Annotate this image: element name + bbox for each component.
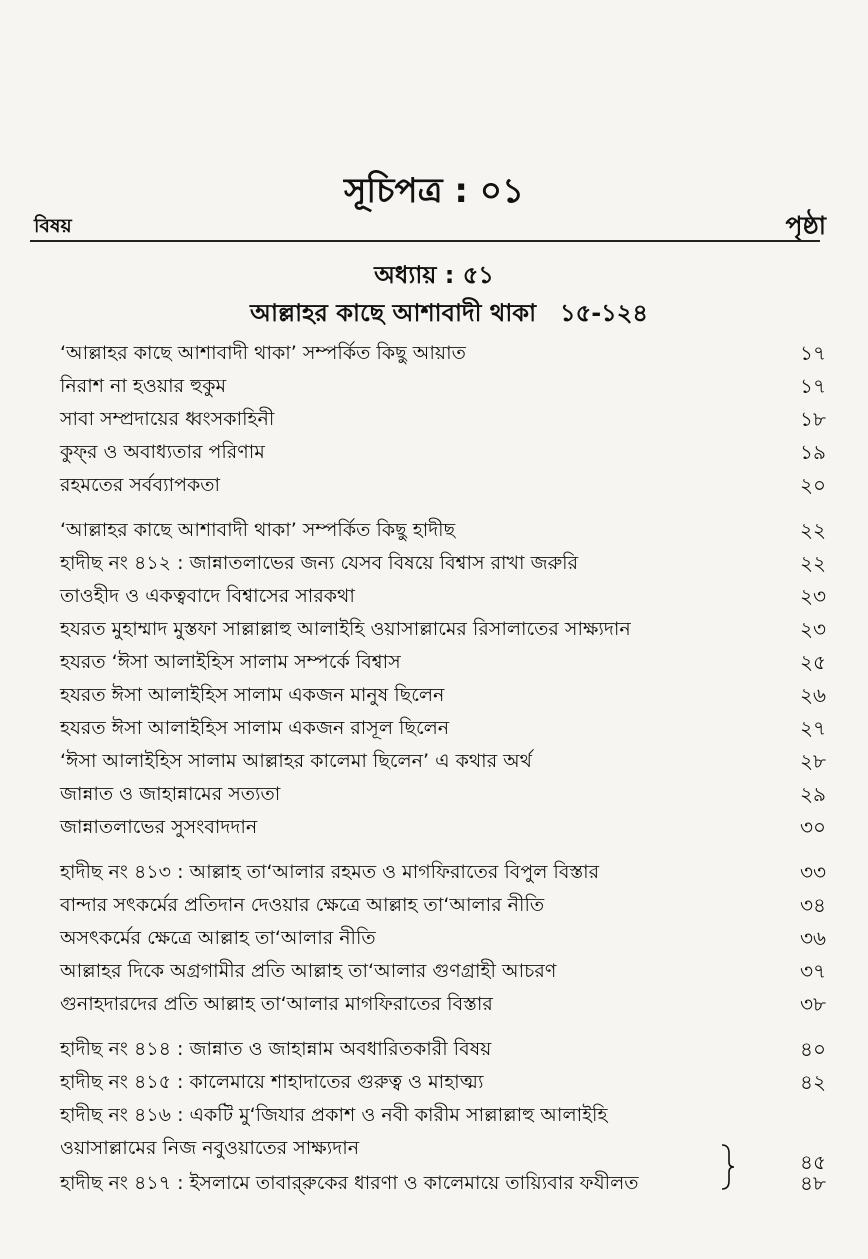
toc-entry-title: রহমতের সর্বব্যাপকতা bbox=[60, 474, 221, 496]
toc-entry bbox=[60, 646, 826, 678]
toc-entry bbox=[60, 778, 826, 810]
toc-entry-page: ১৮ bbox=[800, 407, 826, 431]
toc-entry-page: ২২ bbox=[799, 551, 826, 575]
toc-entry-title: হযরত ঈসা আলাইহিস সালাম একজন রাসূল ছিলেন bbox=[60, 717, 450, 739]
toc-entry-page: ৪২ bbox=[800, 1070, 826, 1094]
toc-entry-title: হাদীছ নং ৪১৬ : একটি মু‘জিযার প্রকাশ ও নবী কারীম সাল্লাল্লাহু আলাইহি bbox=[60, 1104, 608, 1126]
toc-entry-page: ১৭ bbox=[800, 374, 826, 398]
toc-entry bbox=[60, 613, 826, 645]
toc-entry-page: ৩৬ bbox=[799, 926, 826, 950]
toc-entry bbox=[60, 922, 826, 954]
toc-entry bbox=[60, 580, 826, 612]
toc-entry-page: ২৯ bbox=[800, 782, 826, 806]
page-title: সূচিপত্র : ০১ bbox=[343, 171, 525, 211]
toc-entry-page: ২৩ bbox=[799, 584, 826, 608]
toc-entry bbox=[60, 436, 826, 468]
toc-entry bbox=[60, 712, 826, 744]
toc-entry-title: হাদীছ নং ৪১৩ : আল্লাহ তা‘আলার রহমত ও মাগফিরাতের বিপুল বিস্তার bbox=[60, 861, 600, 883]
toc-entry-page: ৩৮ bbox=[800, 992, 826, 1016]
toc-entry-title: কুফ্‌র ও অবাধ্যতার পরিণাম bbox=[60, 441, 265, 463]
toc-entry-title: তাওহীদ ও একত্ববাদে বিশ্বাসের সারকথা bbox=[60, 585, 355, 607]
toc-entry-page: ২৫ bbox=[800, 650, 826, 674]
toc-entry-title: হযরত ‘ঈসা আলাইহিস সালাম সম্পর্কে বিশ্বাস bbox=[60, 651, 401, 673]
toc-entry bbox=[60, 514, 826, 546]
toc-entry-page: ৪৫ bbox=[800, 1150, 826, 1174]
toc-entry bbox=[60, 1033, 826, 1065]
toc-entry-page: ১৭ bbox=[800, 341, 826, 365]
toc-entry bbox=[60, 547, 826, 579]
toc-entry-page: ২৮ bbox=[800, 749, 826, 773]
chapter-title: আল্লাহর কাছে আশাবাদী থাকা bbox=[250, 299, 537, 327]
toc-entry bbox=[60, 745, 826, 777]
column-header-page: পৃষ্ঠা bbox=[785, 211, 826, 240]
toc-entry-page: ৩৭ bbox=[799, 959, 826, 983]
toc-entry-title: হাদীছ নং ৪১৪ : জান্নাত ও জাহান্নাম অবধারিতকারী বিষয় bbox=[60, 1038, 492, 1060]
chapter-page-range: ১৫-১২৪ bbox=[560, 299, 648, 327]
toc-entry bbox=[60, 889, 826, 921]
toc-entry-title: আল্লাহর দিকে অগ্রগামীর প্রতি আল্লাহ তা‘আলার গুণগ্রাহী আচরণ bbox=[60, 960, 557, 982]
toc-entry bbox=[60, 1066, 826, 1098]
toc-entry-page: ২৭ bbox=[799, 716, 826, 740]
toc-entry bbox=[60, 988, 826, 1020]
toc-entry bbox=[60, 1167, 826, 1199]
toc-entry-title: গুনাহদারদের প্রতি আল্লাহ তা‘আলার মাগফিরাতের বিস্তার bbox=[60, 993, 493, 1015]
toc-entry-title: বান্দার সৎকর্মের প্রতিদান দেওয়ার ক্ষেত্রে আল্লাহ তা‘আলার নীতি bbox=[60, 894, 545, 916]
toc-entry-title: হযরত ঈসা আলাইহিস সালাম একজন মানুষ ছিলেন bbox=[60, 684, 445, 706]
toc-entry bbox=[60, 811, 826, 843]
toc-entry bbox=[60, 955, 826, 987]
column-header-subject: বিষয় bbox=[34, 215, 72, 237]
toc-entry-page: ১৯ bbox=[800, 440, 826, 464]
toc-entry-title: জান্নাত ও জাহান্নামের সত্যতা bbox=[60, 783, 281, 805]
toc-entry-title: হাদীছ নং ৪১২ : জান্নাতলাভের জন্য যেসব বিষয়ে বিশ্বাস রাখা জরুরি bbox=[60, 552, 579, 574]
toc-entry bbox=[60, 337, 826, 369]
toc-entry-page: ৩৩ bbox=[799, 860, 826, 884]
toc-entry-title: জান্নাতলাভের সুসংবাদদান bbox=[60, 816, 258, 838]
toc-entry-page: ২০ bbox=[799, 473, 826, 497]
toc-entry bbox=[60, 370, 826, 402]
toc-entry-title: হাদীছ নং ৪১৫ : কালেমায়ে শাহাদাতের গুরুত্ব ও মাহাত্ম্য bbox=[60, 1071, 484, 1093]
toc-entry-page: ৪০ bbox=[800, 1037, 826, 1061]
toc-entry bbox=[60, 856, 826, 888]
toc-entry bbox=[60, 1099, 826, 1131]
toc-entry-page: ২২ bbox=[799, 518, 826, 542]
toc-entry-title: ওয়াসাল্লামের নিজ নবুওয়াতের সাক্ষ্যদান bbox=[60, 1137, 360, 1159]
toc-entry-title: নিরাশ না হওয়ার হুকুম bbox=[60, 375, 227, 397]
toc-entry-title: হাদীছ নং ৪১৭ : ইসলামে তাবার্‌রুকের ধারণা ও কালেমায়ে তায়্যিবার ফযীলত bbox=[60, 1172, 639, 1194]
toc-entry-title: সাবা সম্প্রদায়ের ধ্বংসকাহিনী bbox=[60, 408, 275, 430]
toc-entry-page: ৩৪ bbox=[800, 893, 826, 917]
chapter-label: অধ্যায় : ৫১ bbox=[374, 261, 494, 289]
entry-brace bbox=[720, 1143, 736, 1191]
toc-entry-title: অসৎকর্মের ক্ষেত্রে আল্লাহ তা‘আলার নীতি bbox=[60, 927, 376, 949]
toc-entry bbox=[60, 469, 826, 501]
toc-entry-title: হযরত মুহাম্মাদ মুস্তফা সাল্লাল্লাহু আলাইহি ওয়াসাল্লামের রিসালাতের সাক্ষ্যদান bbox=[60, 618, 631, 640]
toc-entry-page: ৪৮ bbox=[800, 1171, 826, 1195]
toc-entry-title: ‘আল্লাহর কাছে আশাবাদী থাকা’ সম্পর্কিত কিছু হাদীছ bbox=[60, 519, 456, 541]
toc-entry-title: ‘ঈসা আলাইহিস সালাম আল্লাহর কালেমা ছিলেন’ এ কথার অর্থ bbox=[60, 750, 532, 772]
toc-entry-page: ২৬ bbox=[799, 683, 826, 707]
toc-entry-page: ৩০ bbox=[799, 815, 826, 839]
toc-entry-page: ২৩ bbox=[799, 617, 826, 641]
toc-entry bbox=[60, 679, 826, 711]
toc-entry bbox=[60, 403, 826, 435]
toc-entry-title: ‘আল্লাহর কাছে আশাবাদী থাকা’ সম্পর্কিত কিছু আয়াত bbox=[60, 342, 466, 364]
